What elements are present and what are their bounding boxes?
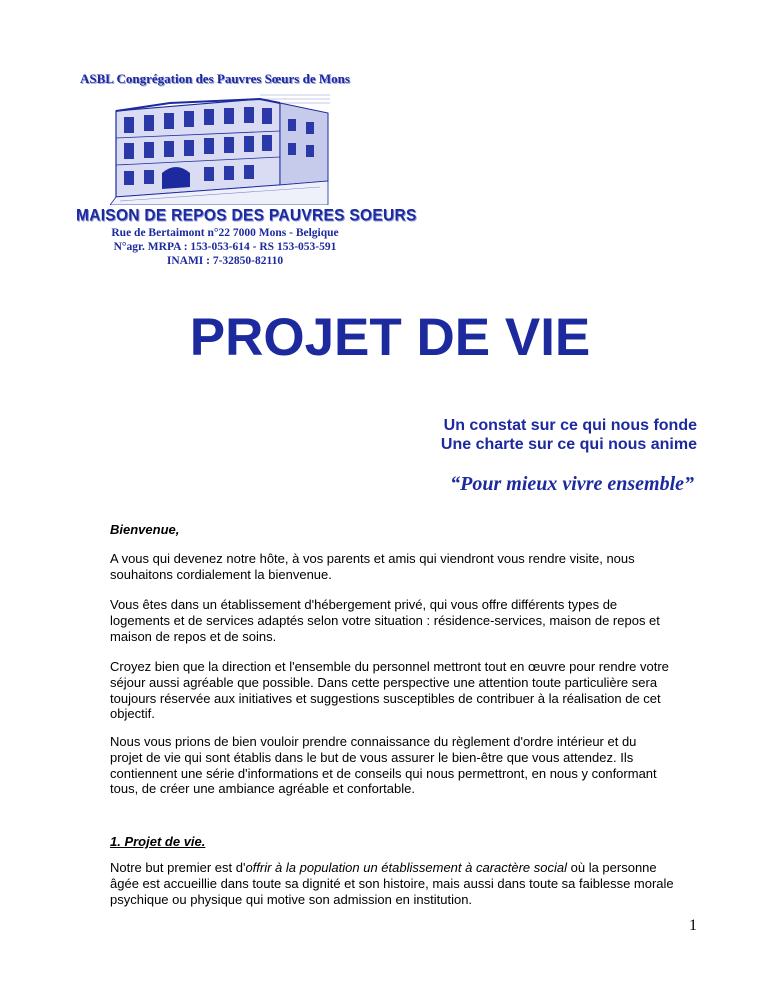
building-illustration	[110, 93, 332, 205]
subtitle-line-1: Un constat sur ce qui nous fonde	[443, 417, 697, 434]
goal-text-end: où la personne âgée est accueillie dans toute sa dignité et son histoire, mais aussi dans toute sa faiblesse morale psychique ou physique qui motive son admission en institution.	[110, 860, 674, 907]
organization-title: ASBL Congrégation des Pauvres Sœurs de Mons	[80, 71, 350, 86]
paragraph-commitment: Croyez bien que la direction et l'ensemble du personnel mettront tout en œuvre pour rendre votre séjour aussi agréable que possible. Dans cette perspective une attention toute particulière sera toujours réservée aux initiatives et suggestions susceptibles de contribuer à la réalisation de cet objectif.	[110, 659, 669, 722]
paragraph-welcome: A vous qui devenez notre hôte, à vos parents et amis qui viendront vous rendre visite, nous souhaitons cordialement la bienvenue.	[110, 551, 635, 582]
page-number: 1	[689, 917, 697, 934]
paragraph-goal	[110, 860, 680, 907]
agreement-line: N°agr. MRPA : 153-053-614 - RS 153-053-591	[113, 241, 337, 253]
welcome-heading: Bienvenue,	[110, 522, 180, 537]
inami-line: INAMI : 7-32850-82110	[166, 255, 284, 267]
paragraph-establishment: Vous êtes dans un établissement d'hébergement privé, qui vous offre différents types de logements et de services adaptés selon votre situation : résidence-services, maison de repos et maison de repos et de soins.	[110, 597, 660, 644]
page-title: PROJET DE VIE	[189, 308, 591, 367]
address-line: Rue de Bertaimont n°22 7000 Mons - Belgique	[111, 227, 339, 239]
maison-title: MAISON DE REPOS DES PAUVRES SOEURS	[76, 206, 417, 225]
goal-emphasis: offrir à la population un établissement à caractère social	[245, 860, 568, 875]
subtitle-line-2: Une charte sur ce qui nous anime	[440, 436, 697, 453]
section-heading: 1. Projet de vie.	[110, 834, 206, 849]
goal-text-start: Notre but premier est d'	[110, 860, 246, 875]
motto-quote: “Pour mieux vivre ensemble”	[450, 473, 694, 495]
paragraph-rules: Nous vous prions de bien vouloir prendre connaissance du règlement d'ordre intérieur et du projet de vie qui sont établis dans le but de vous assurer le bien-être que vous attendez. Ils contiennent une série d'informations et de conseils qui nous permettront, en nous y conformant tous, de créer une ambiance agréable et confortable.	[110, 734, 657, 797]
